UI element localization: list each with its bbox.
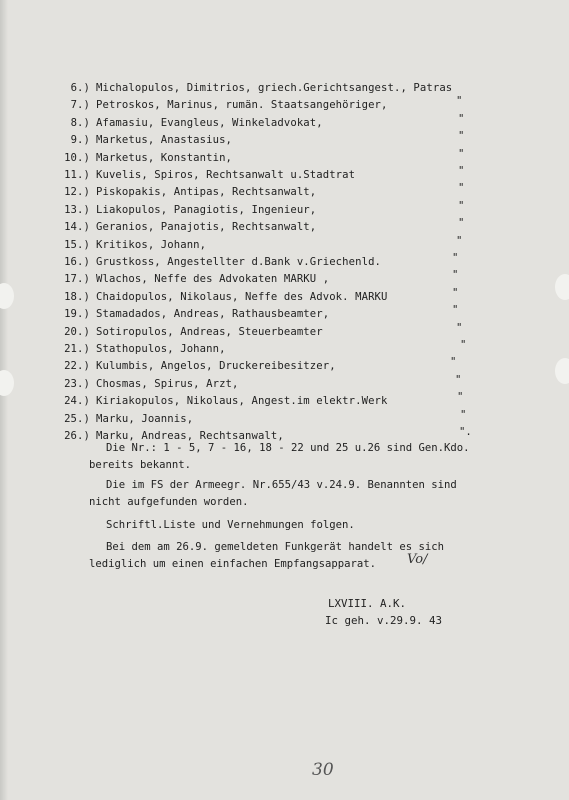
punch-hole-left-2: [0, 370, 14, 396]
list-item-number: 13.): [64, 203, 90, 216]
page-edge-shadow: [0, 0, 8, 800]
list-item-text: Chosmas, Spirus, Arzt,: [96, 377, 239, 390]
list-item-number: 25.): [64, 412, 90, 425]
page-number: 30: [312, 760, 334, 780]
ditto-mark: ": [452, 252, 459, 264]
list-item-number: 12.): [64, 186, 90, 199]
list-item: [48, 80, 452, 97]
list-item-number: 17.): [64, 273, 90, 286]
paragraph-1-line-2: bereits bekannt.: [89, 459, 192, 471]
list-item-text: Afamasiu, Evangleus, Winkeladvokat,: [96, 116, 323, 129]
list-item-number: 6.): [70, 82, 90, 94]
list-item: [48, 115, 323, 132]
handwritten-initials: Vo/: [407, 552, 428, 567]
list-item-text: Chaidopulos, Nikolaus, Neffe des Advok. MARKU: [96, 290, 388, 303]
paragraph-4-line-2: lediglich um einen einfachen Empfangsapparat.: [89, 558, 377, 570]
paragraph-2-line-2: nicht aufgefunden worden.: [89, 496, 249, 508]
list-item: [48, 271, 329, 288]
list-item-number: 18.): [64, 290, 90, 303]
list-item-text: Geranios, Panajotis, Rechtsanwalt,: [96, 221, 317, 234]
list-item-text: Piskopakis, Antipas, Rechtsanwalt,: [96, 186, 317, 199]
ditto-mark: ": [458, 112, 465, 125]
list-item-number: 10.): [64, 151, 90, 164]
list-item: [48, 132, 232, 149]
list-item-number: 16.): [64, 256, 90, 268]
ditto-mark: ": [456, 95, 463, 108]
list-item-number: 20.): [64, 325, 90, 338]
list-item-text: Stamadados, Andreas, Rathausbeamter,: [96, 308, 330, 321]
list-item: [48, 167, 355, 184]
list-item-number: 14.): [64, 221, 90, 234]
list-item: [48, 184, 316, 201]
list-item: [48, 376, 239, 393]
list-item: [48, 289, 388, 306]
list-item: [48, 306, 329, 323]
paragraph-4-line-1: Bei dem am 26.9. gemeldeten Funkgerät handelt es sich: [106, 541, 445, 553]
ditto-mark: ".: [459, 426, 472, 438]
list-item-text: Liakopulos, Panagiotis, Ingenieur,: [96, 203, 317, 216]
list-item-text: Marketus, Konstantin,: [96, 151, 233, 164]
list-item-number: 15.): [64, 238, 90, 251]
ditto-mark: ": [458, 130, 465, 143]
list-item-number: 23.): [64, 377, 90, 390]
list-item-text: Marku, Joannis,: [96, 412, 194, 425]
list-item: [48, 341, 226, 358]
list-item-text: Marku, Andreas, Rechtsanwalt,: [96, 430, 284, 442]
paragraph-2-line-1: Die im FS der Armeegr. Nr.655/43 v.24.9. Benannten sind: [106, 479, 457, 491]
ditto-mark: ": [452, 286, 459, 299]
list-item: [48, 150, 232, 167]
list-item: [48, 254, 381, 271]
list-item: [48, 324, 323, 341]
list-item-text: Wlachos, Neffe des Advokaten MARKU ,: [96, 273, 330, 286]
punch-hole-left-1: [0, 283, 14, 309]
list-item-number: 21.): [64, 343, 90, 355]
list-item: [48, 97, 388, 114]
ditto-mark: ": [460, 408, 467, 421]
list-item-text: Kuvelis, Spiros, Rechtsanwalt u.Stadtrat: [96, 169, 356, 181]
list-item: [48, 393, 388, 410]
list-item-text: Petroskos, Marinus, rumän. Staatsangehöriger,: [96, 99, 388, 112]
paragraph-3: Schriftl.Liste und Vernehmungen folgen.: [106, 519, 355, 531]
ditto-mark: ": [452, 304, 459, 317]
list-item-number: 22.): [64, 360, 90, 373]
ditto-mark: ": [458, 217, 465, 230]
ditto-mark: ": [457, 391, 464, 404]
ditto-mark: ": [455, 373, 462, 386]
list-item-number: 24.): [64, 395, 90, 408]
list-item-number: 8.): [70, 116, 90, 129]
ditto-mark: ": [456, 234, 463, 247]
punch-hole-right-2: [555, 358, 569, 384]
list-item-text: Kiriakopulos, Nikolaus, Angest.im elektr.Werk: [96, 395, 388, 408]
list-item-text: Kulumbis, Angelos, Druckereibesitzer,: [96, 360, 336, 373]
paragraph-1-line-1: Die Nr.: 1 - 5, 7 - 16, 18 - 22 und 25 u.26 sind Gen.Kdo.: [106, 442, 470, 454]
list-item: [48, 237, 206, 254]
list-item: [48, 219, 316, 236]
ditto-mark: ": [452, 269, 459, 282]
list-item-text: Grustkoss, Angestellter d.Bank v.Griechenld.: [96, 256, 382, 268]
list-item-number: 9.): [70, 134, 90, 147]
list-item-text: Michalopulos, Dimitrios, griech.Gerichtsangest., Patras: [96, 82, 453, 94]
list-item-text: Marketus, Anastasius,: [96, 134, 233, 147]
list-item-text: Stathopulos, Johann,: [96, 343, 226, 355]
ditto-mark: ": [460, 339, 467, 351]
ditto-mark: ": [456, 321, 463, 334]
list-item: [48, 358, 336, 375]
ditto-mark: ": [458, 182, 465, 195]
ditto-mark: ": [458, 165, 465, 177]
signature-reference: Ic geh. v.29.9. 43: [325, 614, 443, 627]
list-item-text: Sotiropulos, Andreas, Steuerbeamter: [96, 325, 323, 338]
ditto-mark: ": [458, 147, 465, 160]
signature-unit: LXVIII. A.K.: [328, 597, 407, 610]
list-item-text: Kritikos, Johann,: [96, 238, 207, 251]
list-item-number: 11.): [64, 169, 90, 181]
list-item-number: 7.): [70, 99, 90, 112]
ditto-mark: ": [458, 199, 465, 212]
list-item: [48, 202, 316, 219]
ditto-mark: ": [450, 356, 457, 369]
list-item-number: 26.): [64, 430, 90, 442]
list-item-number: 19.): [64, 308, 90, 321]
list-item: [48, 411, 193, 428]
punch-hole-right-1: [555, 274, 569, 300]
